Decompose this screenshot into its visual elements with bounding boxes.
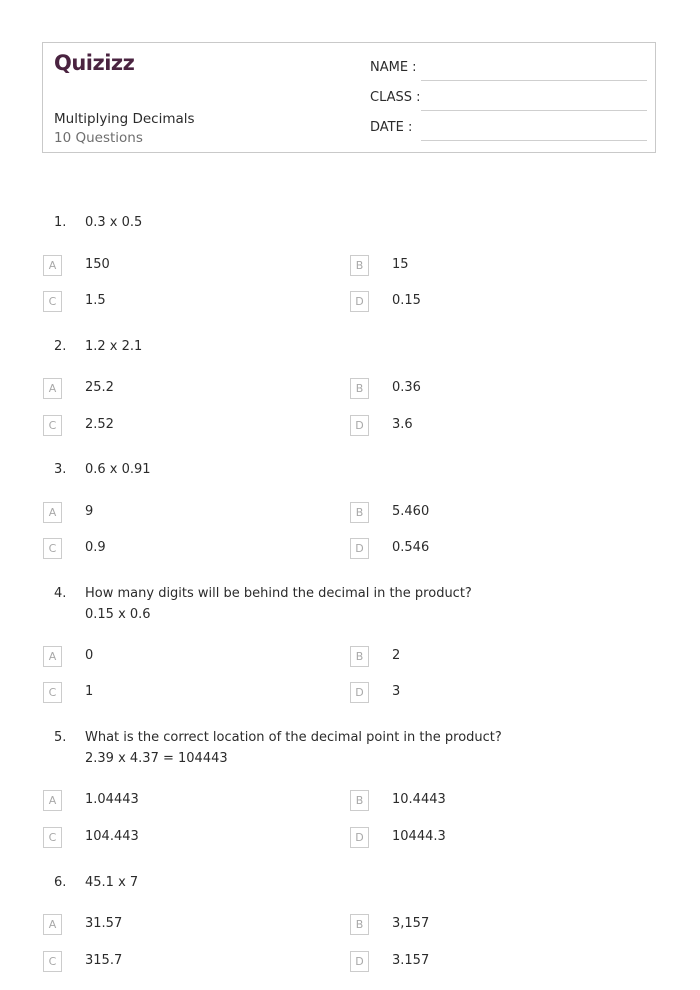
question-text: 45.1 x 7	[85, 875, 139, 890]
option-text: 315.7	[85, 953, 123, 968]
question-number: 4.	[54, 586, 67, 601]
option-a[interactable]	[43, 502, 323, 524]
option-a[interactable]	[43, 378, 323, 400]
name-field[interactable]	[370, 60, 647, 82]
option-a[interactable]	[43, 790, 323, 812]
option-b[interactable]	[350, 378, 630, 400]
option-letter: A	[43, 914, 62, 935]
option-text: 2	[392, 648, 401, 663]
option-b[interactable]	[350, 790, 630, 812]
quizizz-logo: Quizizz	[54, 51, 135, 75]
question-number: 2.	[54, 339, 67, 354]
option-text: 0.9	[85, 540, 106, 555]
option-text: 104.443	[85, 829, 139, 844]
option-c[interactable]	[43, 415, 323, 437]
option-text: 3.157	[392, 953, 430, 968]
option-d[interactable]	[350, 682, 630, 704]
option-letter: A	[43, 502, 62, 523]
option-letter: B	[350, 378, 369, 399]
class-field[interactable]	[370, 90, 647, 112]
option-d[interactable]	[350, 291, 630, 313]
option-letter: D	[350, 827, 369, 848]
name-label: NAME :	[370, 60, 417, 75]
worksheet-header	[42, 42, 656, 153]
option-c[interactable]	[43, 291, 323, 313]
worksheet-title: Multiplying Decimals	[54, 111, 195, 127]
question-number: 5.	[54, 730, 67, 745]
option-text: 9	[85, 504, 94, 519]
option-letter: C	[43, 291, 62, 312]
option-text: 25.2	[85, 380, 114, 395]
class-label: CLASS :	[370, 90, 421, 105]
question-number: 3.	[54, 462, 67, 477]
option-letter: A	[43, 255, 62, 276]
option-c[interactable]	[43, 827, 323, 849]
option-letter: D	[350, 291, 369, 312]
option-letter: C	[43, 415, 62, 436]
option-letter: C	[43, 682, 62, 703]
option-d[interactable]	[350, 415, 630, 437]
option-text: 3.6	[392, 417, 413, 432]
option-b[interactable]	[350, 646, 630, 668]
name-line[interactable]	[421, 80, 647, 81]
option-a[interactable]	[43, 914, 323, 936]
option-text: 0	[85, 648, 94, 663]
option-d[interactable]	[350, 951, 630, 973]
question-text: 1.2 x 2.1	[85, 339, 143, 354]
option-b[interactable]	[350, 914, 630, 936]
option-text: 5.460	[392, 504, 430, 519]
question-text: 0.3 x 0.5	[85, 215, 143, 230]
option-text: 15	[392, 257, 409, 272]
option-b[interactable]	[350, 255, 630, 277]
question-text: How many digits will be behind the decimal in the product? 0.15 x 0.6	[85, 586, 472, 622]
option-letter: A	[43, 790, 62, 811]
question-count: 10 Questions	[54, 130, 143, 146]
option-letter: A	[43, 646, 62, 667]
option-a[interactable]	[43, 255, 323, 277]
option-d[interactable]	[350, 827, 630, 849]
question-text: What is the correct location of the decimal point in the product? 2.39 x 4.37 = 104443	[85, 730, 502, 766]
question-number: 1.	[54, 215, 67, 230]
date-line[interactable]	[421, 140, 647, 141]
option-c[interactable]	[43, 951, 323, 973]
option-text: 1.04443	[85, 792, 139, 807]
option-text: 150	[85, 257, 110, 272]
question-number: 6.	[54, 875, 67, 890]
option-letter: C	[43, 951, 62, 972]
date-label: DATE :	[370, 120, 413, 135]
option-d[interactable]	[350, 538, 630, 560]
option-text: 1.5	[85, 293, 106, 308]
option-letter: B	[350, 255, 369, 276]
question-text: 0.6 x 0.91	[85, 462, 151, 477]
option-text: 31.57	[85, 916, 123, 931]
option-letter: B	[350, 646, 369, 667]
option-letter: B	[350, 502, 369, 523]
option-letter: D	[350, 415, 369, 436]
option-c[interactable]	[43, 682, 323, 704]
date-field[interactable]	[370, 120, 647, 142]
option-text: 0.546	[392, 540, 430, 555]
option-text: 0.36	[392, 380, 421, 395]
option-text: 2.52	[85, 417, 114, 432]
option-letter: C	[43, 827, 62, 848]
option-text: 1	[85, 684, 94, 699]
option-text: 3	[392, 684, 401, 699]
option-letter: B	[350, 914, 369, 935]
option-text: 10.4443	[392, 792, 446, 807]
option-a[interactable]	[43, 646, 323, 668]
option-text: 10444.3	[392, 829, 446, 844]
option-letter: D	[350, 951, 369, 972]
class-line[interactable]	[421, 110, 647, 111]
option-letter: B	[350, 790, 369, 811]
option-letter: C	[43, 538, 62, 559]
option-b[interactable]	[350, 502, 630, 524]
option-c[interactable]	[43, 538, 323, 560]
option-letter: A	[43, 378, 62, 399]
option-letter: D	[350, 682, 369, 703]
option-letter: D	[350, 538, 369, 559]
option-text: 0.15	[392, 293, 421, 308]
option-text: 3,157	[392, 916, 430, 931]
